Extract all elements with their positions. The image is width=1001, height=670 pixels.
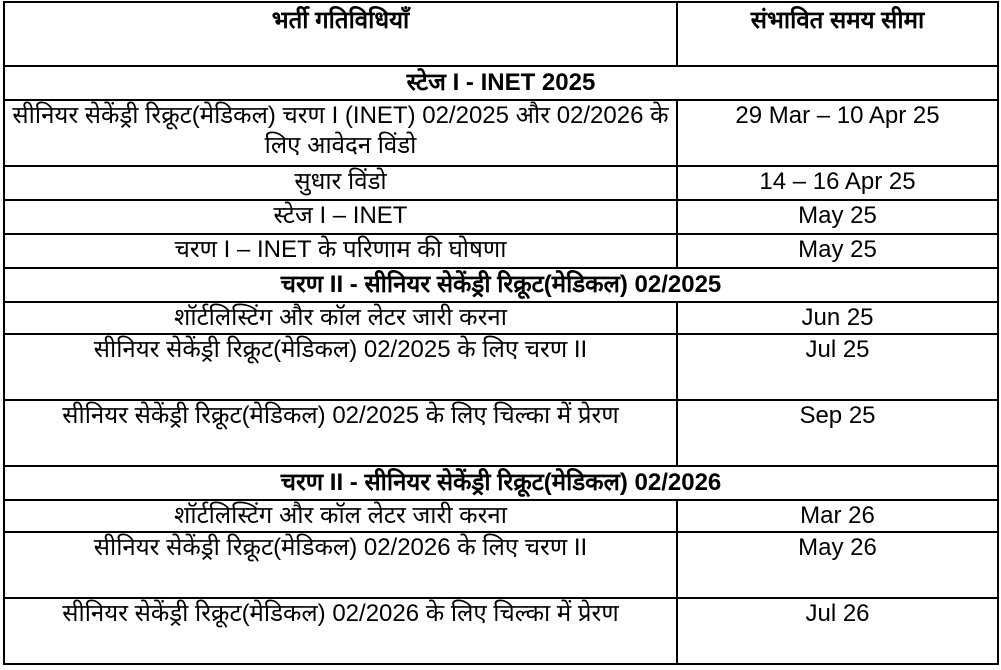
timeline-cell: Mar 26: [677, 500, 998, 532]
section-title: चरण II - सीनियर सेकेंड्री रिक्रूट(मेडिकल) 02/2026: [4, 466, 998, 500]
section-header-row: [4, 466, 998, 500]
table-row: [4, 334, 998, 400]
timeline-cell: Jul 26: [677, 598, 998, 664]
section-header-row: [4, 66, 998, 100]
table-row: [4, 100, 998, 166]
recruitment-schedule-table: [3, 1, 999, 665]
timeline-column-header: संभावित समय सीमा: [677, 2, 998, 66]
activity-cell: सीनियर सेकेंड्री रिक्रूट(मेडिकल) 02/2026 के लिए चरण II: [4, 532, 677, 598]
table-row: [4, 166, 998, 200]
timeline-cell: Jun 25: [677, 302, 998, 334]
table-row: [4, 400, 998, 466]
activity-cell: स्टेज I – INET: [4, 200, 677, 234]
table-row: [4, 234, 998, 268]
table-header-row: [4, 2, 998, 66]
activity-cell: शॉर्टलिस्टिंग और कॉल लेटर जारी करना: [4, 302, 677, 334]
activity-cell: शॉर्टलिस्टिंग और कॉल लेटर जारी करना: [4, 500, 677, 532]
section-title: चरण II - सीनियर सेकेंड्री रिक्रूट(मेडिकल) 02/2025: [4, 268, 998, 302]
timeline-cell: May 25: [677, 234, 998, 268]
timeline-cell: Sep 25: [677, 400, 998, 466]
table-row: [4, 302, 998, 334]
timeline-cell: Jul 25: [677, 334, 998, 400]
table-row: [4, 532, 998, 598]
timeline-cell: May 25: [677, 200, 998, 234]
timeline-cell: 14 – 16 Apr 25: [677, 166, 998, 200]
activity-cell: चरण I – INET के परिणाम की घोषणा: [4, 234, 677, 268]
activity-cell: सीनियर सेकेंड्री रिक्रूट(मेडिकल) चरण I (INET) 02/2025 और 02/2026 के लिए आवेदन विंडो: [4, 100, 677, 166]
activity-cell: सीनियर सेकेंड्री रिक्रूट(मेडिकल) 02/2025 के लिए चरण II: [4, 334, 677, 400]
section-header-row: [4, 268, 998, 302]
table-row: [4, 598, 998, 664]
activity-cell: सीनियर सेकेंड्री रिक्रूट(मेडिकल) 02/2025 के लिए चिल्का में प्रेरण: [4, 400, 677, 466]
table-row: [4, 200, 998, 234]
table-row: [4, 500, 998, 532]
timeline-cell: May 26: [677, 532, 998, 598]
activity-cell: सुधार विंडो: [4, 166, 677, 200]
activity-column-header: भर्ती गतिविधियाँ: [4, 2, 677, 66]
activity-cell: सीनियर सेकेंड्री रिक्रूट(मेडिकल) 02/2026 के लिए चिल्का में प्रेरण: [4, 598, 677, 664]
timeline-cell: 29 Mar – 10 Apr 25: [677, 100, 998, 166]
section-title: स्टेज I - INET 2025: [4, 66, 998, 100]
